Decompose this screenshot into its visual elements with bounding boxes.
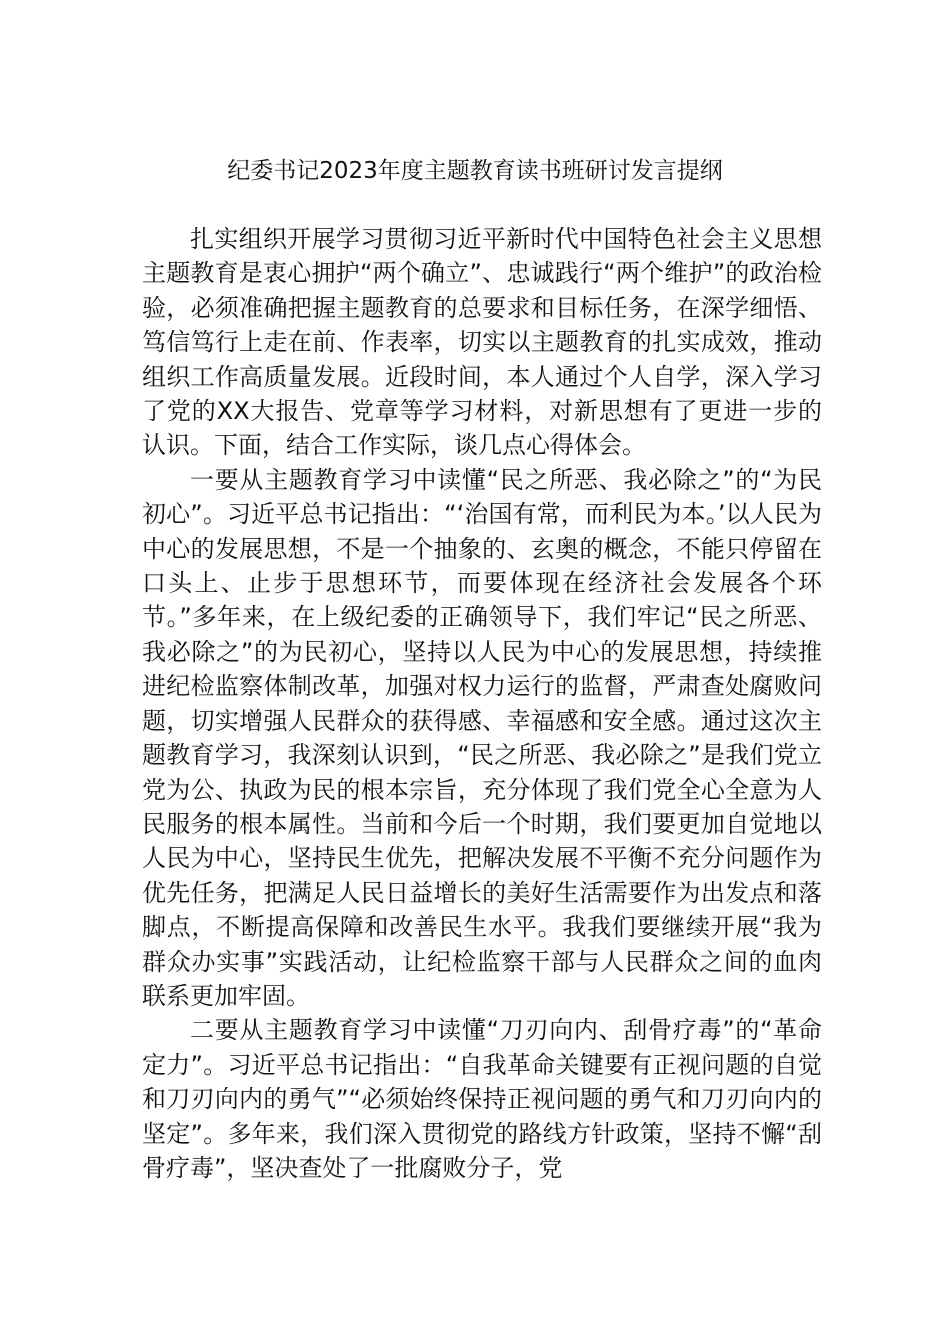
paragraph-point-one: 一要从主题教育学习中读懂“民之所恶、我必除之”的“为民初心”。习近平总书记指出：“‘治国有常，而利民为本。’以人民为中心的发展思想，不是一个抽象的、玄奥的概念，不能只停留在口头上、止步于思想环节，而要体现在经济社会发展各个环节。”多年来，在上级纪委的正确领导下，我们牢记“民之所恶、我必除之”的为民初心，坚持以人民为中心的发展思想，持续推进纪检监察体制改革，加强对权力运行的监督，严肃查处腐败问题，切实增强人民群众的获得感、幸福感和安全感。通过这次主题教育学习，我深刻认识到，“民之所恶、我必除之”是我们党立党为公、执政为民的根本宗旨，充分体现了我们党全心全意为人民服务的根本属性。当前和今后一个时期，我们要更加自觉地以人民为中心，坚持民生优先，把解决发展不平衡不充分问题作为优先任务，把满足人民日益增长的美好生活需要作为出发点和落脚点，不断提高保障和改善民生水平。我我们要继续开展“我为群众办实事”实践活动，让纪检监察干部与人民群众之间的血肉联系更加牢固。 bbox=[142, 465, 822, 1010]
document-body bbox=[142, 222, 822, 1185]
paragraph-point-two: 二要从主题教育学习中读懂“刀刃向内、刮骨疗毒”的“革命定力”。习近平总书记指出：“自我革命关键要有正视问题的自觉和刀刃向内的勇气”“必须始终保持正视问题的勇气和刀刃向内的坚定”。多年来，我们深入贯彻党的路线方针政策，坚持不懈“刮骨疗毒”，坚决查处了一批腐败分子，党 bbox=[142, 1016, 822, 1182]
document-title: 纪委书记2023年度主题教育读书班研讨发言提纲 bbox=[227, 158, 723, 184]
paragraph-intro: 扎实组织开展学习贯彻习近平新时代中国特色社会主义思想主题教育是衷心拥护“两个确立”、忠诚践行“两个维护”的政治检验，必须准确把握主题教育的总要求和目标任务，在深学细悟、笃信笃行上走在前、作表率，切实以主题教育的扎实成效，推动组织工作高质量发展。近段时间，本人通过个人自学，深入学习了党的XX大报告、党章等学习材料，对新思想有了更进一步的认识。下面，结合工作实际，谈几点心得体会。 bbox=[142, 225, 822, 460]
